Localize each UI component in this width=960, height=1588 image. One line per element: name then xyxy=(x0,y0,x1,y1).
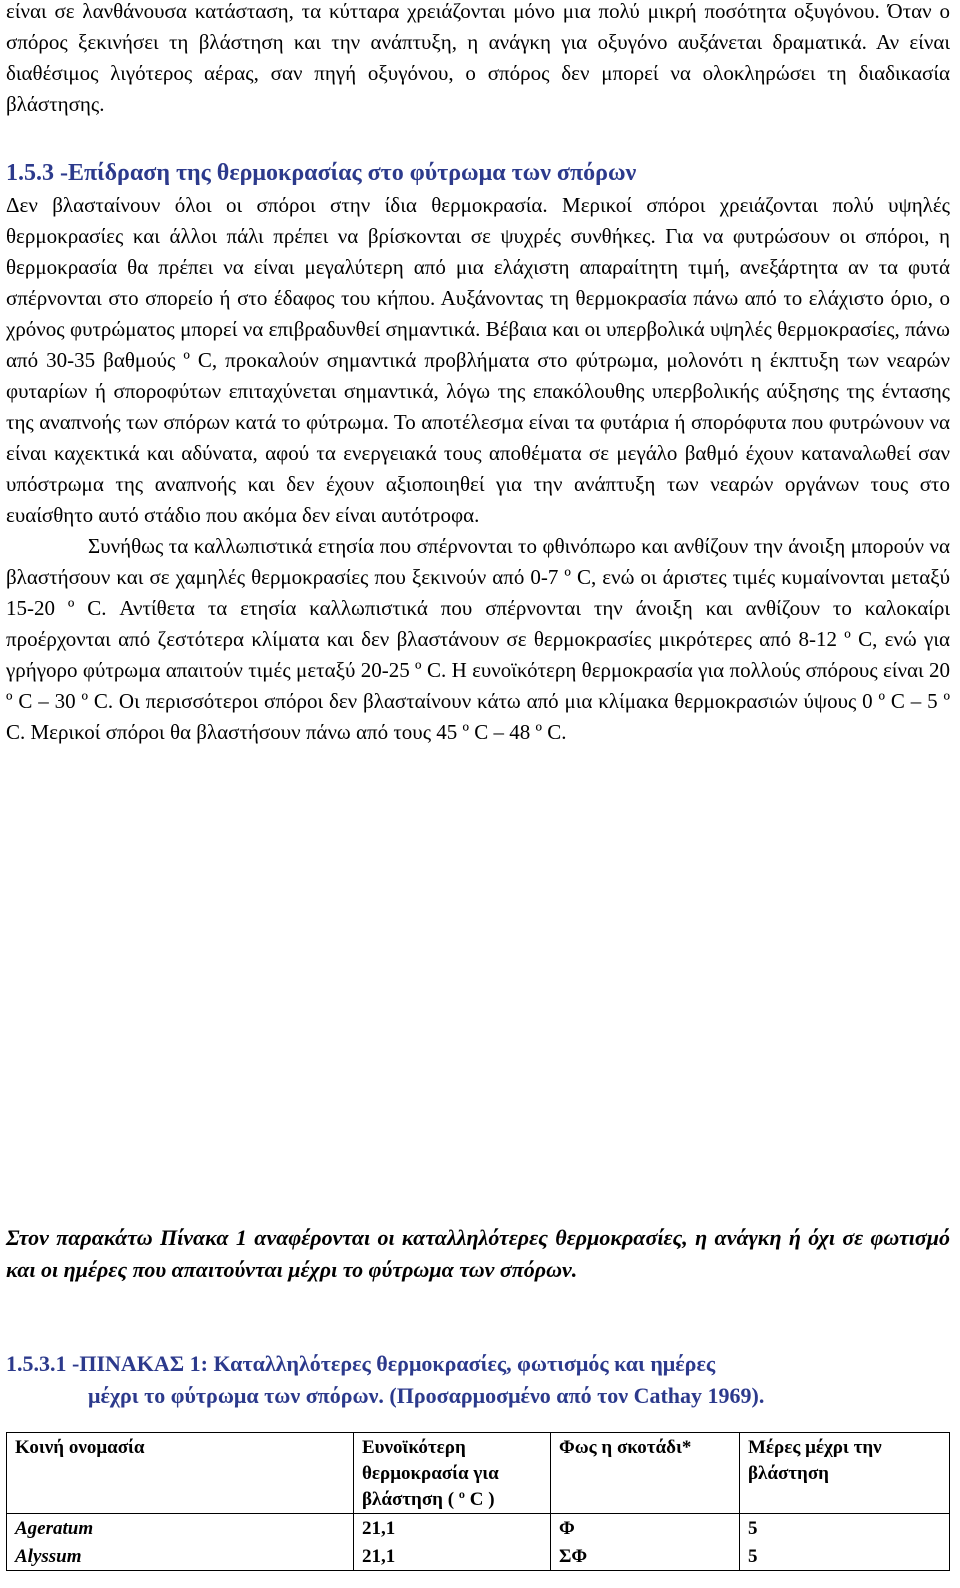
cell-temperature: 21,1 xyxy=(354,1542,551,1571)
cell-days: 5 xyxy=(740,1542,950,1571)
cell-days: 5 xyxy=(740,1514,950,1543)
table-title-line-1: 1.5.3.1 -ΠΙΝΑΚΑΣ 1: Καταλληλότερες θερμοκρασίες, φωτισμός και ημέρες xyxy=(6,1351,716,1376)
header-days: Μέρες μέχρι την βλάστηση xyxy=(740,1433,950,1514)
header-common-name: Κοινή ονομασία xyxy=(7,1433,354,1514)
paragraph-1-text: είναι σε λανθάνουσα κατάσταση, τα κύτταρα χρειάζονται μόνο μια πολύ μικρή ποσότητα οξυγόνου. Όταν ο σπόρος ξεκινήσει τη βλάστηση και την ανάπτυξη, η ανάγκη για οξυγόνο αυξάνεται δραματικά. Αν είναι διαθέσιμος λιγότερος αέρας, σαν πηγή οξυγόνου, ο σπόρος δεν μπορεί να ολοκληρώσει τη διαδικασία βλάστησης. xyxy=(6,0,950,116)
table-title xyxy=(6,1348,950,1412)
paragraph-temperature xyxy=(6,190,950,748)
seed-table xyxy=(6,1432,950,1571)
paragraph-oxygen xyxy=(6,0,950,120)
paragraph-2-text: Δεν βλασταίνουν όλοι οι σπόροι στην ίδια θερμοκρασία. Μερικοί σπόροι χρειάζονται πολύ υψηλές θερμοκρασίες και άλλοι πάλι πρέπει να βρίσκονται σε ψυχρές συνθήκες. Για να φυτρώσουν οι σπόροι, η θερμοκρασία θα πρέπει να είναι μεγαλύτερη από μια ελάχιστη απαραίτητη τιμή, ανεξάρτητα αν τα φυτά σπέρνονται στο σπορείο ή στο έδαφος του κήπου. Αυξάνοντας τη θερμοκρασία πάνω από το ελάχιστο όριο, ο χρόνος φυτρώματος μπορεί να επιβραδυνθεί σημαντικά. Βέβαια και οι υπερβολικά υψηλές θερμοκρασίες, πάνω από 30-35 βαθμούς º C, προκαλούν σημαντικά προβλήματα στο φύτρωμα, μολονότι η έκπτυξη των νεαρών φυταρίων ή σποροφύτων επιταχύνεται σημαντικά, λόγω της επακόλουθης υπερβολικής αύξησης της έντασης της αναπνοής των σπόρων κατά το φύτρωμα. Το αποτέλεσμα είναι τα φυτάρια ή σπορόφυτα που φυτρώνουν να είναι καχεκτικά και αδύνατα, αφού τα ενεργειακά τους αποθέματα σε μεγάλο βαθμό έχουν καταναλωθεί σαν υπόστρωμα της αναπνοής και δεν έχουν αξιοποιηθεί για την ανάπτυξη των νεαρών οργάνων τους στο ευαίσθητο αυτό στάδιο που ακόμα δεν είναι αυτότροφα. xyxy=(6,193,950,527)
cell-light: ΣΦ xyxy=(551,1542,740,1571)
paragraph-3-text: Συνήθως τα καλλωπιστικά ετησία που σπέρνονται το φθινόπωρο και ανθίζουν την άνοιξη μπορούν να βλαστήσουν και σε χαμηλές θερμοκρασίες που ξεκινούν από 0-7 º C, ενώ οι άριστες τιμές κυμαίνονται μεταξύ 15-20 º C. Αντίθετα τα ετησία καλλωπιστικά που σπέρνονται την άνοιξη και ανθίζουν το καλοκαίρι προέρχονται από ζεστότερα κλίματα και δεν βλαστάνουν σε θερμοκρασίες μικρότερες από 8-12 º C, ενώ για γρήγορο φύτρωμα απαιτούν τιμές μεταξύ 20-25 º C. Η ευνοϊκότερη θερμοκρασία για πολλούς σπόρους είναι 20 º C – 30 º C. Οι περισσότεροι σπόροι δεν βλασταίνουν κάτω από μια κλίμακα θερμοκρασιών ύψους 0 º C – 5 º C. Μερικοί σπόροι θα βλαστήσουν πάνω από τους 45 º C – 48 º C. xyxy=(6,534,950,744)
cell-name: Alyssum xyxy=(7,1542,354,1571)
cell-light: Φ xyxy=(551,1514,740,1543)
section-heading: 1.5.3 -Επίδραση της θερμοκρασίας στο φύτρωμα των σπόρων xyxy=(6,160,637,186)
header-light: Φως η σκοτάδι* xyxy=(551,1433,740,1514)
cell-temperature: 21,1 xyxy=(354,1514,551,1543)
cell-name: Ageratum xyxy=(7,1514,354,1543)
table-row xyxy=(7,1542,950,1571)
header-temperature: Ευνοϊκότερη θερμοκρασία για βλάστηση ( º C ) xyxy=(354,1433,551,1514)
table-title-line-2: μέχρι το φύτρωμα των σπόρων. (Προσαρμοσμένο από τον Cathay 1969). xyxy=(88,1383,765,1408)
table-header-row xyxy=(7,1433,950,1514)
table-row xyxy=(7,1514,950,1543)
table-intro: Στον παρακάτω Πίνακα 1 αναφέρονται οι καταλληλότερες θερμοκρασίες, η ανάγκη ή όχι σε φωτισμό και οι ημέρες που απαιτούνται μέχρι το φύτρωμα των σπόρων. xyxy=(6,1225,950,1282)
